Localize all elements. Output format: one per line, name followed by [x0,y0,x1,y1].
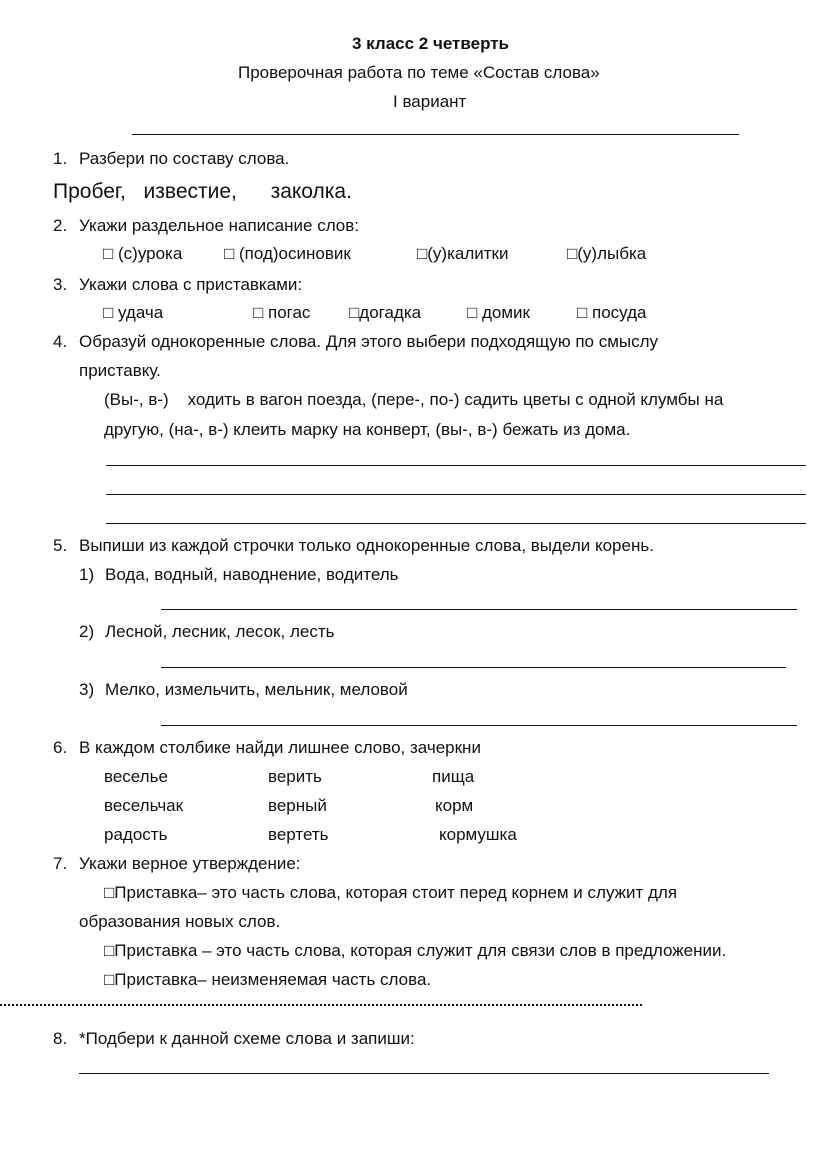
task-3-option[interactable]: □ посуда [577,303,647,322]
answer-line[interactable] [161,725,797,726]
column-word[interactable]: весельчак [104,796,184,815]
task-3-option[interactable]: □ домик [467,303,530,322]
task-3-option[interactable]: □догадка [349,303,422,322]
item-number: 3) [79,680,95,699]
task-1-text: Разбери по составу слова. [79,149,290,168]
grade-quarter-title: 3 класс 2 четверть [352,34,510,53]
task-2-text: Укажи раздельное написание слов: [79,216,360,235]
task-7-option-1[interactable]: □Приставка– это часть слова, которая стоит перед корнем и служит для [104,883,678,902]
task-5 [53,536,654,556]
column-word[interactable]: кормушка [439,825,517,844]
column-word[interactable]: пища [432,767,475,786]
task-8-text: *Подбери к данной схеме слова и запиши: [79,1029,415,1048]
task-2-number: 2. [53,216,68,235]
task-7 [53,854,301,874]
item-number: 1) [79,565,95,584]
task-6-text: В каждом столбике найди лишнее слово, зачеркни [79,738,481,757]
task-5-item [79,680,408,700]
dotted-separator [0,1004,642,1012]
task-7-text: Укажи верное утверждение: [79,854,301,873]
answer-line[interactable] [161,609,797,610]
answer-line[interactable] [106,523,806,524]
word-item: известие, [143,180,237,203]
task-1 [53,149,289,169]
task-7-option-2[interactable]: □Приставка – это часть слова, которая служит для связи слов в предложении. [104,941,727,960]
column-word[interactable]: верить [268,767,322,786]
task-6 [53,738,481,758]
answer-line[interactable] [106,465,806,466]
task-8 [53,1029,415,1049]
task-5-item [79,565,399,585]
answer-line[interactable] [79,1073,769,1074]
task-2-option[interactable]: □ (с)урока [103,244,183,263]
item-number: 2) [79,622,95,641]
column-word[interactable]: вертеть [268,825,329,844]
answer-line[interactable] [106,494,806,495]
task-3-option[interactable]: □ погас [253,303,311,322]
task-5-item [79,622,334,642]
task-7-option-1-continued: образования новых слов. [79,912,281,931]
task-5-text: Выпиши из каждой строчки только однокоренные слова, выдели корень. [79,536,654,555]
task-4-paragraph-line1: (Вы-, в-) ходить в вагон поезда, (пере-, по-) садить цветы с одной клумбы на [104,390,724,409]
task-2-option[interactable]: □ (под)осиновик [224,244,351,263]
task-1-number: 1. [53,149,68,168]
word-item: Пробег, [53,180,126,203]
task-7-option-3[interactable]: □Приставка– неизменяемая часть слова. [104,970,432,989]
task-6-number: 6. [53,738,68,757]
worksheet-subject: Проверочная работа по теме «Состав слова» [238,63,600,82]
task-4-text-line2: приставку. [79,361,161,380]
task-4 [53,332,658,352]
column-word[interactable]: верный [268,796,327,815]
task-8-number: 8. [53,1029,68,1048]
word-item: заколка. [270,180,352,203]
task-3 [53,275,302,295]
column-word[interactable]: веселье [104,767,168,786]
task-5-number: 5. [53,536,68,555]
task-4-number: 4. [53,332,68,351]
task-2-option[interactable]: □(у)калитки [417,244,509,263]
task-2 [53,216,359,236]
task-1-words [53,180,352,204]
item-text: Вода, водный, наводнение, водитель [105,565,399,584]
header-rule [132,134,739,135]
task-3-number: 3. [53,275,68,294]
task-3-option[interactable]: □ удача [103,303,164,322]
task-4-text-line1: Образуй однокоренные слова. Для этого выбери подходящую по смыслу [79,332,659,351]
task-2-option[interactable]: □(у)лыбка [567,244,647,263]
task-4-paragraph-line2: другую, (на-, в-) клеить марку на конверт, (вы-, в-) бежать из дома. [104,420,631,439]
task-3-text: Укажи слова с приставками: [79,275,303,294]
column-word[interactable]: радость [104,825,168,844]
item-text: Мелко, измельчить, мельник, меловой [105,680,408,699]
task-7-number: 7. [53,854,68,873]
column-word[interactable]: корм [435,796,474,815]
answer-line[interactable] [161,667,786,668]
variant-label: I вариант [393,92,467,111]
item-text: Лесной, лесник, лесок, лесть [105,622,335,641]
